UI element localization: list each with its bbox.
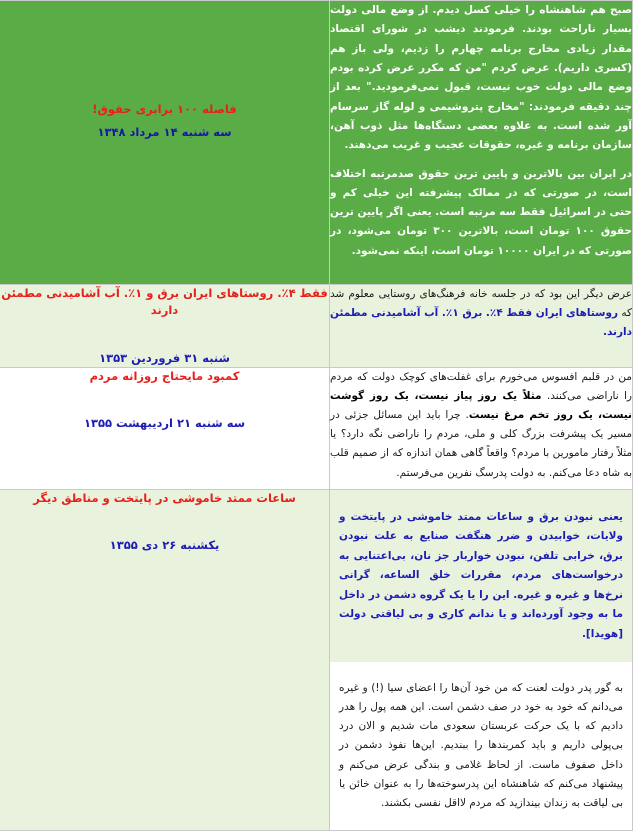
headline: فاصله ۱۰۰ برابری حقوق! — [92, 102, 237, 116]
text-run: به گور پدر دولت لعنت که من خود آن‌ها را اعضای سیا (!) و غیره می‌دانم که خود به خود در صف دشمن است. این همه پول را هدر دادیم که با یک حرکت عربستان سعودی مات شدیم و الان درد بی‌پولی داریم و باید کمربندها را ببندیم. این‌ها نفوذ دشمن در داخل صفوف ماست. از لحاظ غلامی و بندگی عرض می‌کنم و پیشنهاد می‌کنم که شاهنشاه این پدرسوخته‌ها را به عنوان خائن یا بی لیاقت به زندان بیندازید که مردم لااقل نفسی بکشند. — [339, 682, 623, 809]
table-row — [0, 490, 633, 831]
headline: فقط ۴٪. روستاهای ایران برق و ۱٪. آب آشامیدنی مطمئن دارند — [1, 286, 328, 318]
table-row — [0, 368, 633, 490]
table-row — [0, 285, 633, 368]
paragraph — [330, 285, 632, 342]
body-cell-row-2 — [330, 285, 633, 368]
text-run: . چرا باید این مسائل جزئی در مسیر یک پیشرفت بزرگ کلی و ملی، مردم را ناراضی نگه دارد؟ یا مثلاً رفتار مامورین با مردم؟ واقعاً گاهی همان اندازه که از صمیم قلب به شاه دعا می‌کنم. به دولت پدرسگ نفرین می‌فرستم. — [330, 409, 632, 479]
table-body — [0, 1, 633, 831]
paragraph — [330, 165, 632, 262]
headline-cell-row-2 — [0, 285, 330, 368]
headline-date: شنبه ۳۱ فروردین ۱۳۵۳ — [99, 350, 230, 365]
headline-date: سه شنبه ۲۱ اردیبهشت ۱۳۵۵ — [83, 416, 246, 431]
text-run: صبح هم شاهنشاه را خیلی کسل دیدم. از وضع مالی دولت بسیار ناراحت بودند. فرمودند دیشب در شورای اقتصاد مقدار زیادی مخارج برنامه چهارم را زدیم، ولی باز هم (کسری داریم). عرض کردم "من که مکرر عرض کرده بودم وضع مالی دولت خوب نیست، قبول نمی‌فرمودید." بعد از چند دقیقه فرمودند: "مخارج پتروشیمی و لوله گاز سرسام آور شده است. به علاوه بعضی دستگاه‌ها مثل ذوب آهن، سازمان برنامه و غیره، حقوقات عجیب و غریب می‌دهند. — [330, 4, 632, 152]
text-run: یعنی نبودن برق و ساعات ممتد خاموشی در پایتخت و ولایات، خوابیدن و ضرر هنگفت صنایع به علت نبودن برق، خرابی تلفن، نبودن خواربار جز نان، بی‌اعتنایی به درخواست‌های مردم، مقررات خلق الساعه، گرانی نرخ‌ها و غیره و غیره. این را یا یک گروه دشمن در داخل ما به وجود آورده‌اند و یا ندانم کاری و بی لیاقتی دولت [هویدا]. — [339, 510, 623, 640]
body-subblock-highlight — [330, 490, 632, 662]
headline-cell-row-1 — [0, 1, 330, 285]
text-run: در ایران بین بالاترین و پایین ترین حقوق صدمرتبه اختلاف است، در صورتی که در ممالک پیشرفته این خیلی کم و حتی در اسرائیل فقط سه مرتبه است. یعنی اگر پایین ترین حقوق ۱۰۰ تومان است، بالاترین ۳۰۰ تومان می‌شود، در صورتی که در ایران ۱۰۰۰۰ تومان است، اینکه نمی‌شود. — [330, 167, 632, 257]
body-cell-row-1 — [330, 1, 633, 285]
headline-cell-row-4 — [0, 490, 330, 831]
headline-cell-row-3 — [0, 368, 330, 490]
headline-date: سه شنبه ۱۴ مرداد ۱۳۴۸ — [97, 125, 232, 140]
body-cell-row-4 — [330, 490, 633, 831]
text-run: من در قلبم افسوس می‌خورم برای غفلت‌های کوچک دولت که مردم را ناراضی می‌کنند. — [330, 371, 632, 403]
text-run: عرض دیگر این بود که در جلسه خانه فرهنگ‌های روستایی معلوم شد که — [330, 288, 633, 320]
text-run-emphasis: روستاهای ایران فقط ۴٪. برق ۱٪. آب آشامیدنی مطمئن دارند. — [330, 307, 632, 339]
paragraph — [330, 368, 632, 483]
body-subblock-plain — [330, 662, 632, 831]
text-run-emphasis: مثلاً یک روز پیاز نیست، یک روز گوشت نیست، یک روز تخم مرغ نیست — [330, 390, 632, 422]
headline: کمبود مایحتاج روزانه مردم — [89, 369, 240, 383]
paragraph — [339, 679, 623, 813]
table-row — [0, 1, 633, 285]
paragraph — [330, 1, 632, 156]
paragraph — [339, 508, 623, 645]
headline-date: یکشنبه ۲۶ دی ۱۳۵۵ — [109, 538, 220, 553]
body-cell-row-3 — [330, 368, 633, 490]
headline: ساعات ممتد خاموشی در پایتخت و مناطق دیگر — [33, 491, 296, 505]
